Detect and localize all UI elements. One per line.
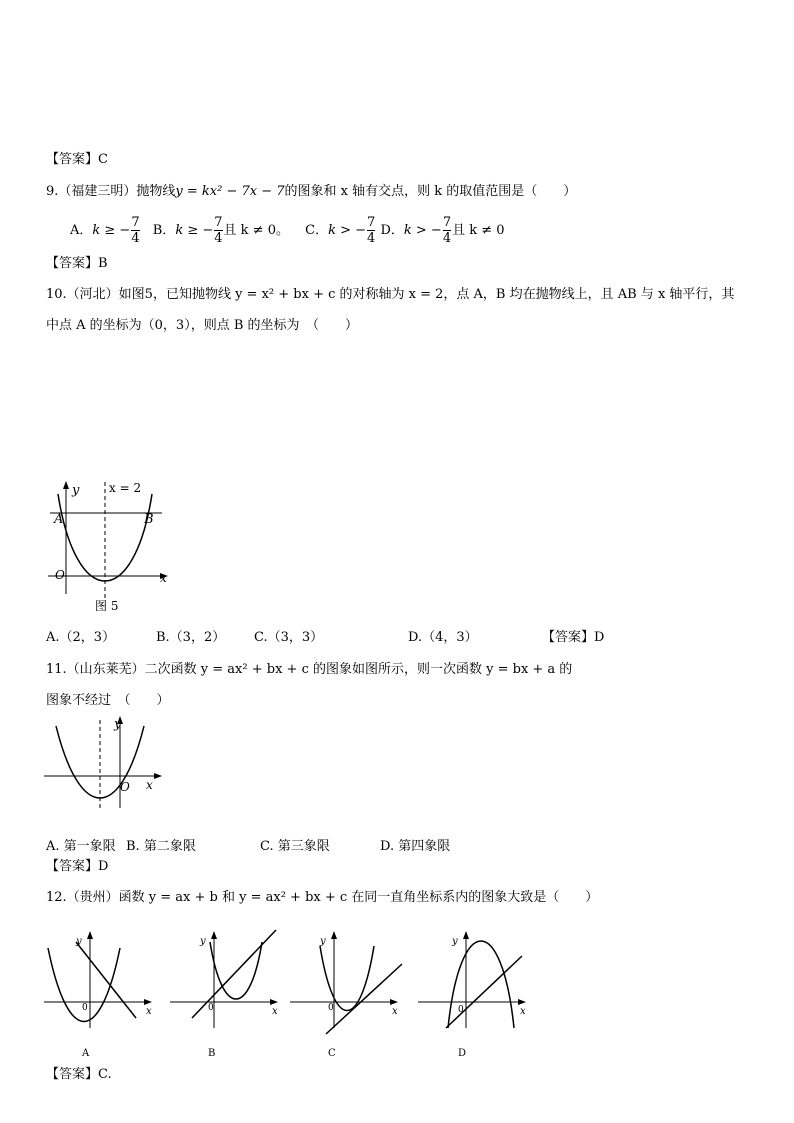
figure-caption: B bbox=[208, 1048, 216, 1059]
x-label: x bbox=[392, 1006, 398, 1017]
q10-stem-line1: 10.（河北）如图5，已知抛物线 y = x² + bx + c 的对称轴为 x = 2，点 A，B 均在抛物线上，且 AB 与 x 轴平行，其 bbox=[46, 287, 735, 302]
y-arrow-icon bbox=[463, 931, 469, 939]
fraction: $\frac{7}{4}$ bbox=[442, 215, 452, 246]
fraction: $\frac{7}{4}$ bbox=[131, 215, 140, 246]
q9-option-b: B．k ≥ − $\frac{7}{4}$ 且 k ≠ 0。 bbox=[152, 215, 289, 246]
origin-label: 0 bbox=[208, 1003, 214, 1013]
y-arrow-icon bbox=[211, 931, 217, 939]
x-arrow-icon bbox=[390, 999, 398, 1005]
q10-option-c: C.（3，3） bbox=[254, 630, 324, 645]
q9-options bbox=[70, 214, 505, 248]
q12-figure-d bbox=[414, 928, 534, 1063]
q9-equation: y = kx² − 7x − 7 bbox=[175, 184, 285, 199]
y-arrow-icon bbox=[331, 931, 337, 939]
y-label: y bbox=[72, 483, 80, 498]
origin-label: O bbox=[55, 568, 65, 582]
q11-answer: 【答案】D bbox=[46, 859, 109, 874]
q12-figure-a bbox=[40, 928, 160, 1063]
q10-option-a: A.（2，3） bbox=[46, 630, 116, 645]
q10-stem-line2: 中点 A 的坐标为（0，3），则点 B 的坐标为 （ ） bbox=[46, 318, 359, 333]
figure-caption: D bbox=[458, 1048, 467, 1059]
x-arrow-icon bbox=[154, 773, 162, 779]
x-label: x bbox=[160, 571, 167, 585]
x-arrow-icon bbox=[270, 999, 278, 1005]
x-label: x bbox=[520, 1006, 526, 1017]
y-label: y bbox=[320, 936, 326, 947]
q9-answer: 【答案】B bbox=[46, 256, 108, 271]
q12-figure-c bbox=[286, 928, 406, 1063]
q12-stem: 12.（贵州）函数 y = ax + b 和 y = ax² + bx + c 在同一直角坐标系内的图象大致是（ ） bbox=[46, 890, 599, 905]
q8-answer: 【答案】C bbox=[46, 152, 108, 167]
origin-label: 0 bbox=[458, 1005, 464, 1015]
q9-suffix: 的图象和 x 轴有交点，则 k 的取值范围是（ ） bbox=[284, 184, 577, 199]
parabola bbox=[320, 946, 374, 1011]
fraction: $\frac{7}{4}$ bbox=[214, 215, 223, 246]
origin-label: O bbox=[120, 780, 130, 794]
origin-label: 0 bbox=[328, 1003, 334, 1013]
q9-stem bbox=[46, 183, 576, 201]
y-label: y bbox=[200, 936, 206, 947]
q10-figure bbox=[40, 478, 180, 618]
q9-option-d: D．k > − $\frac{7}{4}$ 且 k ≠ 0 bbox=[380, 215, 505, 246]
fraction: $\frac{7}{4}$ bbox=[367, 215, 376, 246]
q10-option-b: B.（3，2） bbox=[156, 630, 226, 645]
x-arrow-icon bbox=[518, 999, 526, 1005]
point-a-label: A bbox=[54, 512, 64, 527]
y-label: y bbox=[76, 936, 82, 947]
y-arrow-icon bbox=[63, 481, 69, 489]
q12-answer: 【答案】C. bbox=[46, 1067, 112, 1082]
q11-option-a: A. 第一象限 bbox=[46, 839, 116, 854]
x-arrow-icon bbox=[144, 999, 152, 1005]
point-b-label: B bbox=[144, 512, 154, 527]
line bbox=[446, 956, 522, 1028]
q11-stem-line1: 11.（山东莱芜）二次函数 y = ax² + bx + c 的图象如图所示，则一次函数 y = bx + a 的 bbox=[46, 662, 573, 677]
q9-option-a: A．k ≥ − $\frac{7}{4}$ bbox=[70, 215, 140, 246]
line bbox=[326, 964, 402, 1034]
q11-option-d: D. 第四象限 bbox=[380, 839, 451, 854]
q11-stem-line2: 图象不经过 （ ） bbox=[46, 693, 170, 708]
x-label: x bbox=[272, 1006, 278, 1017]
figure-caption: 图 5 bbox=[95, 599, 119, 613]
q10-answer: 【答案】D bbox=[542, 630, 605, 645]
y-arrow-icon bbox=[87, 931, 93, 939]
q12-figure-b bbox=[166, 928, 286, 1063]
x-label: x bbox=[146, 778, 153, 792]
q10-option-d: D.（4，3） bbox=[408, 630, 478, 645]
figure-caption: C bbox=[328, 1048, 336, 1059]
q9-option-c: C．k > − $\frac{7}{4}$ bbox=[305, 215, 376, 246]
y-label: y bbox=[452, 936, 458, 947]
x-label: x bbox=[146, 1006, 152, 1017]
axis-line-label: x = 2 bbox=[109, 481, 142, 495]
y-label: y bbox=[114, 717, 122, 732]
figure-caption: A bbox=[82, 1048, 90, 1059]
q9-prefix: 9.（福建三明）抛物线 bbox=[46, 184, 176, 199]
q11-figure bbox=[40, 712, 170, 812]
q11-option-c: C. 第三象限 bbox=[260, 839, 330, 854]
q11-option-b: B. 第二象限 bbox=[126, 839, 196, 854]
origin-label: 0 bbox=[82, 1003, 88, 1013]
